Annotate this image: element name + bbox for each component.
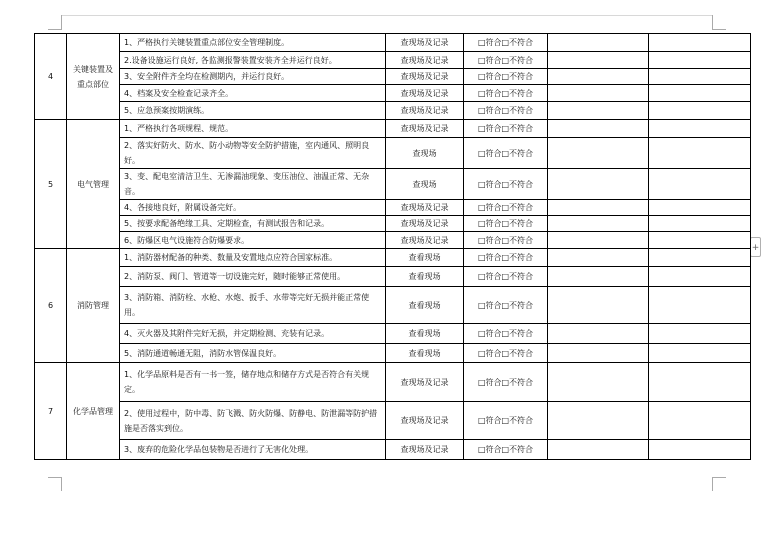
remarks-cell [649, 200, 751, 216]
requirement-cell: 3、安全附件齐全均在检测期内，并运行良好。 [120, 69, 386, 85]
notes-cell [548, 216, 649, 232]
notes-cell [548, 232, 649, 249]
remarks-cell [649, 169, 751, 200]
check-method-cell: 查现场及记录 [386, 120, 464, 138]
result-cell[interactable]: □符合□不符合 [464, 363, 548, 402]
result-cell[interactable]: □符合□不符合 [464, 169, 548, 200]
requirement-cell: 4、灭火器及其附件完好无损，并定期检测、充装有记录。 [120, 324, 386, 344]
crop-mark-top-right-h [712, 29, 726, 30]
notes-cell [548, 102, 649, 120]
header-line [62, 15, 712, 16]
notes-cell [548, 324, 649, 344]
check-method-cell: 查现场及记录 [386, 440, 464, 460]
result-cell[interactable]: □符合□不符合 [464, 69, 548, 85]
requirement-cell: 3、废弃的危险化学品包装物是否进行了无害化处理。 [120, 440, 386, 460]
requirement-cell: 4、各接地良好，附属设备完好。 [120, 200, 386, 216]
table-row [35, 267, 751, 287]
remarks-cell [649, 287, 751, 324]
table-row [35, 216, 751, 232]
remarks-cell [649, 120, 751, 138]
result-cell[interactable]: □符合□不符合 [464, 287, 548, 324]
check-method-cell: 查现场及记录 [386, 200, 464, 216]
check-method-cell: 查看现场 [386, 287, 464, 324]
requirement-cell: 5、应急预案按期演练。 [120, 102, 386, 120]
table-row [35, 287, 751, 324]
remarks-cell [649, 267, 751, 287]
requirement-cell: 3、消防箱、消防栓、水枪、水炮、扳手、水带等完好无损并能正常使用。 [120, 287, 386, 324]
requirement-cell: 2.设备设施运行良好, 各监测报警装置安装齐全并运行良好。 [120, 52, 386, 69]
notes-cell [548, 52, 649, 69]
result-cell[interactable]: □符合□不符合 [464, 102, 548, 120]
check-method-cell: 查现场及记录 [386, 363, 464, 402]
remarks-cell [649, 363, 751, 402]
result-cell[interactable]: □符合□不符合 [464, 138, 548, 169]
table-row [35, 120, 751, 138]
crop-mark-top-right [712, 15, 713, 29]
remarks-cell [649, 34, 751, 52]
section-number: 6 [35, 249, 67, 363]
requirement-cell: 5、按要求配备绝缘工具、定期检查，有测试报告和记录。 [120, 216, 386, 232]
remarks-cell [649, 402, 751, 440]
notes-cell [548, 138, 649, 169]
check-method-cell: 查现场及记录 [386, 69, 464, 85]
check-method-cell: 查现场及记录 [386, 216, 464, 232]
result-cell[interactable]: □符合□不符合 [464, 440, 548, 460]
notes-cell [548, 363, 649, 402]
requirement-cell: 5、消防通道畅通无阻，消防水管保温良好。 [120, 344, 386, 363]
table-row [35, 34, 751, 52]
crop-mark-bottom-left [61, 477, 62, 491]
remarks-cell [649, 324, 751, 344]
check-method-cell: 查现场 [386, 169, 464, 200]
check-method-cell: 查现场及记录 [386, 52, 464, 69]
result-cell[interactable]: □符合□不符合 [464, 34, 548, 52]
check-method-cell: 查现场及记录 [386, 102, 464, 120]
result-cell[interactable]: □符合□不符合 [464, 120, 548, 138]
result-cell[interactable]: □符合□不符合 [464, 344, 548, 363]
requirement-cell: 1、严格执行关键装置重点部位安全管理制度。 [120, 34, 386, 52]
crop-mark-bottom-right [712, 477, 713, 491]
notes-cell [548, 402, 649, 440]
remarks-cell [649, 216, 751, 232]
table-row [35, 402, 751, 440]
section-number: 5 [35, 120, 67, 249]
requirement-cell: 3、变、配电室清洁卫生、无渗漏油现象、变压油位、油温正常、无杂音。 [120, 169, 386, 200]
section-number: 7 [35, 363, 67, 460]
notes-cell [548, 120, 649, 138]
result-cell[interactable]: □符合□不符合 [464, 232, 548, 249]
crop-mark-bottom-left-h [48, 477, 62, 478]
notes-cell [548, 69, 649, 85]
requirement-cell: 2、消防泵、阀门、管道等一切设施完好，随时能够正常使用。 [120, 267, 386, 287]
remarks-cell [649, 85, 751, 102]
result-cell[interactable]: □符合□不符合 [464, 324, 548, 344]
check-method-cell: 查看现场 [386, 324, 464, 344]
remarks-cell [649, 249, 751, 267]
notes-cell [548, 249, 649, 267]
check-method-cell: 查看现场 [386, 344, 464, 363]
notes-cell [548, 200, 649, 216]
result-cell[interactable]: □符合□不符合 [464, 216, 548, 232]
remarks-cell [649, 138, 751, 169]
crop-mark-top-left [61, 15, 62, 29]
inspection-checklist-table [34, 33, 751, 460]
requirement-cell: 2、使用过程中，防中毒、防飞溅、防火防爆、防静电、防泄漏等防护措施是否落实到位。 [120, 402, 386, 440]
table-row [35, 232, 751, 249]
remarks-cell [649, 69, 751, 85]
check-method-cell: 查现场 [386, 138, 464, 169]
table-row [35, 440, 751, 460]
crop-mark-top-left-h [48, 29, 62, 30]
section-item-name: 关键装置及重点部位 [67, 34, 120, 120]
check-method-cell: 查现场及记录 [386, 232, 464, 249]
table-row [35, 85, 751, 102]
notes-cell [548, 169, 649, 200]
notes-cell [548, 85, 649, 102]
notes-cell [548, 440, 649, 460]
remarks-cell [649, 344, 751, 363]
section-item-name: 电气管理 [67, 120, 120, 249]
result-cell[interactable]: □符合□不符合 [464, 52, 548, 69]
notes-cell [548, 287, 649, 324]
table-row [35, 69, 751, 85]
requirement-cell: 1、化学品原料是否有一书一签，储存地点和储存方式是否符合有关规定。 [120, 363, 386, 402]
result-cell[interactable]: □符合□不符合 [464, 267, 548, 287]
check-method-cell: 查现场及记录 [386, 402, 464, 440]
section-number: 4 [35, 34, 67, 120]
table-row [35, 249, 751, 267]
check-method-cell: 查看现场 [386, 249, 464, 267]
check-method-cell: 查看现场 [386, 267, 464, 287]
requirement-cell: 2、落实好防火、防水、防小动物等安全防护措施，室内通风、照明良好。 [120, 138, 386, 169]
table-row [35, 324, 751, 344]
table-row [35, 52, 751, 69]
crop-mark-bottom-right-h [712, 477, 726, 478]
table-row [35, 200, 751, 216]
table-row [35, 363, 751, 402]
remarks-cell [649, 232, 751, 249]
notes-cell [548, 267, 649, 287]
table-row [35, 138, 751, 169]
notes-cell [548, 34, 649, 52]
result-cell[interactable]: □符合□不符合 [464, 85, 548, 102]
section-item-name: 消防管理 [67, 249, 120, 363]
requirement-cell: 1、消防器材配备的种类、数量及安置地点应符合国家标准。 [120, 249, 386, 267]
requirement-cell: 4、档案及安全检查记录齐全。 [120, 85, 386, 102]
remarks-cell [649, 102, 751, 120]
section-item-name: 化学品管理 [67, 363, 120, 460]
table-row [35, 169, 751, 200]
table-row [35, 102, 751, 120]
notes-cell [548, 344, 649, 363]
requirement-cell: 6、防爆区电气设施符合防爆要求。 [120, 232, 386, 249]
remarks-cell [649, 52, 751, 69]
check-method-cell: 查现场及记录 [386, 34, 464, 52]
result-cell[interactable]: □符合□不符合 [464, 249, 548, 267]
result-cell[interactable]: □符合□不符合 [464, 200, 548, 216]
check-method-cell: 查现场及记录 [386, 85, 464, 102]
requirement-cell: 1、严格执行各项规程、规范。 [120, 120, 386, 138]
table-row [35, 344, 751, 363]
result-cell[interactable]: □符合□不符合 [464, 402, 548, 440]
remarks-cell [649, 440, 751, 460]
expand-panel-button[interactable]: + [750, 237, 761, 257]
